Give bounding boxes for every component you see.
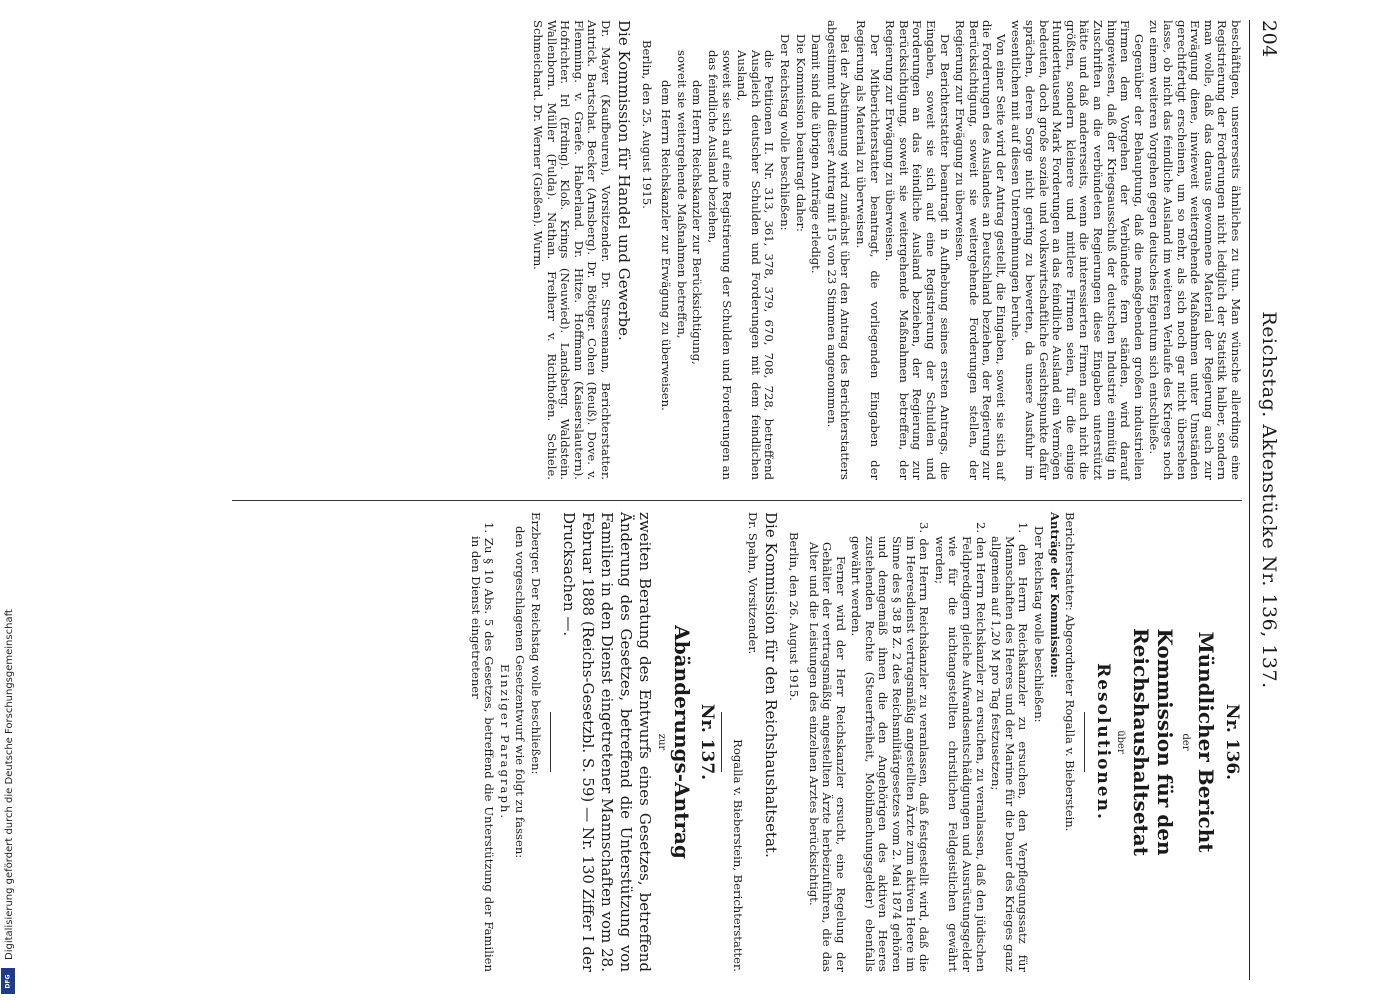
motions-further: Ferner wird der Herr Reichskanzler ersucht, eine Regelung der Gehälter der vertragsmäßig angestellten Ärzte herbeizuführen, die das Alter und die Leistungen des einzelnen Arztes berücksichtigt.: [806, 542, 848, 972]
page-header: [1250, 20, 1280, 980]
commission-reporter: Rogalla v. Bieberstein, Berichterstatter.: [730, 739, 745, 972]
motion-item: 2. den Herrn Reichskanzler zu ersuchen, zu veranlassen, daß den jüdischen Feldpredigern gleiche Aufwandsentschädigungen und Ausrüstungsgelder wie für die nichtangestellten christlichen Feldgeistlichen gewährt werden;: [932, 522, 988, 972]
paragraph: Bei der Abstimmung wird zunächst über den Antrag des Berichterstatters abgestimmt und dieser Antrag mit 15 von 23 Stimmen angenommen.: [824, 20, 853, 480]
dfg-logo: [1, 968, 15, 994]
paragraph: Die Kommission beantragt daher:: [793, 34, 808, 232]
separator: [1084, 712, 1085, 772]
amendment-zur: zur: [655, 733, 667, 751]
report-number: Nr. 136.: [1222, 703, 1242, 781]
amendment-sponsor: Erzberger. Der Reichstag wolle beschließen:: [528, 512, 543, 775]
right-column: [466, 512, 1242, 972]
report-subject: Resolutionen.: [1093, 663, 1114, 821]
resolution-petitions: die Petitionen II. Nr. 313, 361, 378, 379, 670, 708, 728, betreffend Ausgleich deutscher Schulden und Forderungen mit dem feindlichen Ausland,: [735, 50, 777, 480]
motion-item: 3. den Herrn Reichskanzler zu veranlassen, daß festgestellt wird, daß die im Heeresdienst vertragsmäßig angestellten Ärzte zum aktiven Heere im Sinne des § 38 B Z. 2 des Reichsmilitärgesetzes vom 2. Mai 1874 gehören und demgemäß ihnen die den Angehörigen des aktiven Heeres zustehenden Rechte (Steuerfreiheit, Mobilmachungsgelder) ebenfalls gewährt werden.: [849, 522, 932, 972]
paragraph: beschäftigen, unsererseits ähnliches zu tun. Man wünsche allerdings eine Registrierung der Forderungen nicht lediglich der Statistik halber, sondern man wolle, daß das daraus gewonnene Material der Regierung auch zur Erwägung diene, inwieweit weitergehende Maßnahmen unter Umständen gerechtfertigt erscheinen, um so mehr, als sich noch gar nicht übersehen lasse, ob nicht das feindliche Ausland im weiteren Verlaufe des Krieges noch zu einem weiteren Vorgehen gegen deutsches Eigentum sich entschließe.: [1147, 20, 1243, 480]
date-line: Berlin, den 26. August 1915.: [786, 532, 801, 701]
document-page: [30, 20, 1330, 980]
amendment-title: Abänderungs-Antrag: [669, 625, 694, 859]
report-ueber: über: [1114, 730, 1126, 754]
amendment-section: Einziger Paragraph.: [497, 663, 512, 821]
digitization-credit: Digitalisierung gefördert durch die Deutsche Forschungsgemeinschaft: [4, 609, 15, 960]
amendment-intro: den vorgeschlagenen Gesetzentwurf wie folgt zu fassen:: [513, 526, 528, 859]
paragraph: Gegenüber der Behauptung, daß die maßgebenden großen industriellen Firmen dem Vorgehen der Verbündete fern ständen, wird darauf hingewiesen, daß der Kriegsausschuß der deutschen Industrie einmütig in Zuschriften an die verbündeten Regierungen diese Eingaben unterstützt hätte und daß andererseits, wenn die interessierten Firmen auch nicht die größten, sondern kleinere und mittlere Firmen seien, für die einige Hunderttausend Mark Forderungen an das feindliche Ausland ein Vermögen bedeuten, doch große soziale und volkswirtschaftliche Gesichtspunkte dafür sprächen, deren Sorge nicht gering zu bewerten, da unsere Ausfuhr im wesentlichen mit auf diesen Unternehmungen beruhe.: [1009, 20, 1146, 480]
commission-chair: Dr. Spahn, Vorsitzender.: [746, 512, 761, 655]
motions-intro: Der Reichstag wolle beschließen:: [1032, 526, 1047, 723]
running-title: Reichstag. Aktenstücke Nr. 136, 137.: [1258, 311, 1280, 689]
paragraph: Von einer Seite wird der Antrag gestellt, die Eingaben, soweit sie sich auf die Forderungen des Auslandes an Deutschland beziehen, der Regierung zur Berücksichtigung, soweit sie weitergehende Forderungen stellen, der Regierung zur Erwägung zu überweisen.: [953, 20, 1008, 480]
date-line: Berlin, den 25. August 1915.: [639, 40, 654, 209]
resolution-a: soweit sie sich auf eine Registrierung der Schulden und Forderungen an das feindliche Ausland beziehen,: [706, 50, 734, 480]
commission-members: Dr. Mayer (Kaufbeuren), Vorsitzender. Dr. Stresemann, Berichterstatter. Antrick. Bartschat. Becker (Arnsberg). Dr. Böttger. Cohen (Reuß). Dove. v. Flemming. v. Graefe. Haberland. Dr. Hitze. Hoffmann (Kaiserslautern). Hofrichter. Irl (Erding). Kloß. Krings (Neuwied). Landsberg. Waldstein. Wallenborn. Müller (Fulda). Nathan. Freiherr v. Richthofen. Schiele. Schmeichard. Dr. Werner (Gießen). Wurm.: [531, 20, 614, 480]
resolution-b-target: dem Herrn Reichskanzler zur Erwägung zu überweisen.: [659, 80, 674, 411]
resolution-intro: Der Reichstag wolle beschließen:: [778, 34, 792, 231]
report-der: der: [1180, 733, 1192, 751]
commission-title: Die Kommission für den Reichshaushaltsetat.: [762, 512, 781, 858]
commission-title: Die Kommission für Handel und Gewerbe.: [615, 20, 634, 341]
resolution-a-target: dem Herrn Reichskanzler zur Berücksichtigung,: [690, 80, 705, 365]
page-number: 204: [1258, 20, 1280, 58]
paragraph: Damit sind die übrigen Anträge erledigt.: [809, 34, 824, 274]
column-divider: [232, 500, 1242, 501]
rapporteur: Berichterstatter: Abgeordneter Rogalla v. Bieberstein.: [1063, 512, 1078, 832]
motions-title: Anträge der Kommission:: [1047, 512, 1062, 678]
motion-item: 1. den Herrn Reichskanzler zu ersuchen, den Verpflegungssatz für Mannschaften des Heeres und der Marine für die Dauer des Krieges ganz allgemein auf 1,20 M pro Tag festzusetzen;: [989, 522, 1031, 972]
separator: [550, 712, 551, 772]
header-rule: [1249, 20, 1250, 980]
resolution-b: soweit sie weitergehende Maßnahmen betreffen,: [674, 50, 689, 339]
amendment-subject: zweiten Beratung des Entwurfs eines Gesetzes, betreffend Änderung des Gesetzes, betreffend die Unterstützung von Familien in den Dienst eingetretener Mannschaften vom 28. Februar 1888 (Reichs-Gesetzbl. S. 59) — Nr. 130 Ziffer I der Drucksachen —.: [559, 512, 654, 972]
dfg-logo-text: DFG: [4, 973, 12, 989]
separator: [721, 712, 722, 772]
report-commission: Kommission für den Reichshaushaltsetat: [1128, 628, 1177, 856]
amendment-item: 1. Zu § 10 Abs. 5 des Gesetzes, betreffend die Unterstützung der Familien in den Dienst eingetretener: [468, 522, 497, 972]
amendment-number: Nr. 137.: [697, 703, 718, 781]
paragraph: Der Mitberichterstatter beantragt, die vorliegenden Eingaben der Regierung als Material zu überweisen.: [853, 20, 882, 480]
paragraph: Der Berichterstatter beantragt in Aufhebung seines ersten Antrags, die Eingaben, soweit sie sich auf eine Registrierung der Schulden und Forderungen an das feindliche Ausland beziehen, der Regierung zur Berücksichtigung, soweit sie weitergehende Maßnahmen betreffen, der Regierung zur Erwägung zu überweisen.: [883, 20, 952, 480]
report-title: Mündlicher Bericht: [1194, 631, 1219, 853]
left-column: [529, 20, 1243, 480]
